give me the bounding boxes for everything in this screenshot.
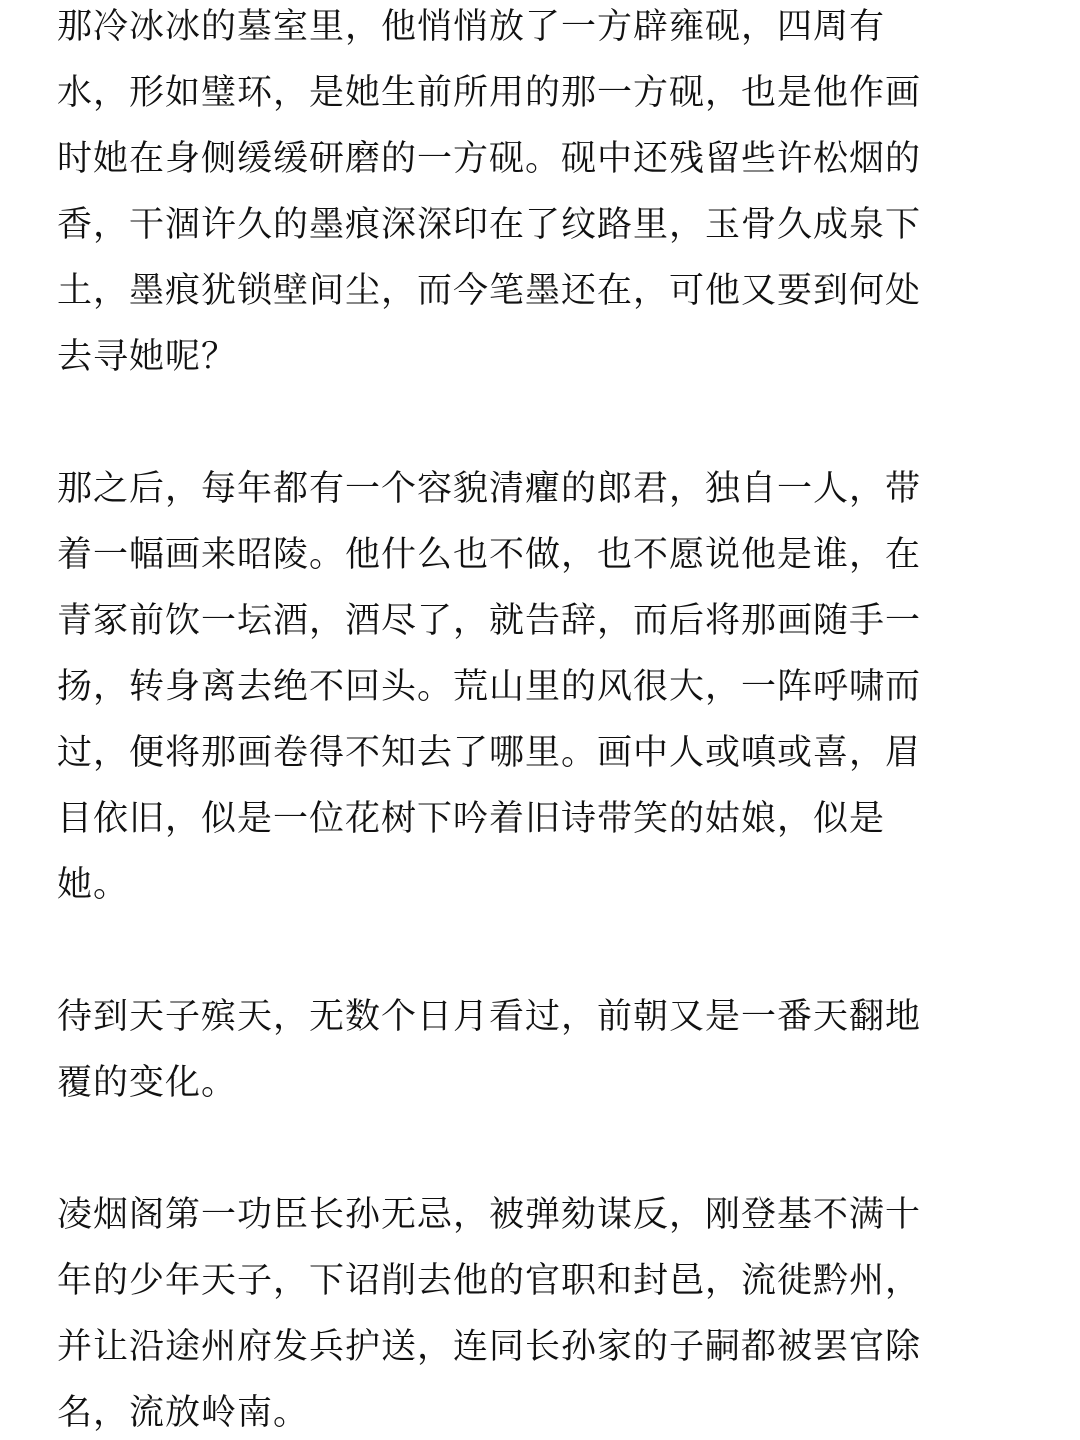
paragraph-yearly-visitor: 那之后，每年都有一个容貌清癯的郎君，独自一人，带 着一幅画来昭陵。他什么也不做，也不愿说他是谁，在 青冢前饮一坛酒，酒尽了，就告辞，而后将那画随手一 扬，转身离去绝不回头。荒山里的风很大，一阵呼啸而 过，便将那画卷得不知去了哪里。画中人或嗔或喜，眉 目依旧，似是一位花树下吟着旧诗带笑的姑娘，似是 她。 bbox=[57, 469, 922, 905]
paragraph-tomb-inkstone: 那冷冰冰的墓室里，他悄悄放了一方辟雍砚，四周有 水，形如璧环，是她生前所用的那一方砚，也是他作画 时她在身侧缓缓研磨的一方砚。砚中还残留些许松烟的 香，干涸许久的墨痕深深印在了纹路里，玉骨久成泉下 土，墨痕犹锁壁间尘，而今笔墨还在，可他又要到何处 去寻她呢？ bbox=[57, 7, 922, 377]
paragraph-exile: 凌烟阁第一功臣长孙无忌，被弹劾谋反，刚登基不满十 年的少年天子，下诏削去他的官职和封邑，流徙黔州， 并让沿途州府发兵护送，连同长孙家的子嗣都被罢官除 名，流放岭南。 bbox=[57, 1195, 922, 1433]
article-body bbox=[57, 0, 1019, 1440]
paragraph-emperor-death: 待到天子殡天，无数个日月看过，前朝又是一番天翻地 覆的变化。 bbox=[57, 997, 922, 1103]
